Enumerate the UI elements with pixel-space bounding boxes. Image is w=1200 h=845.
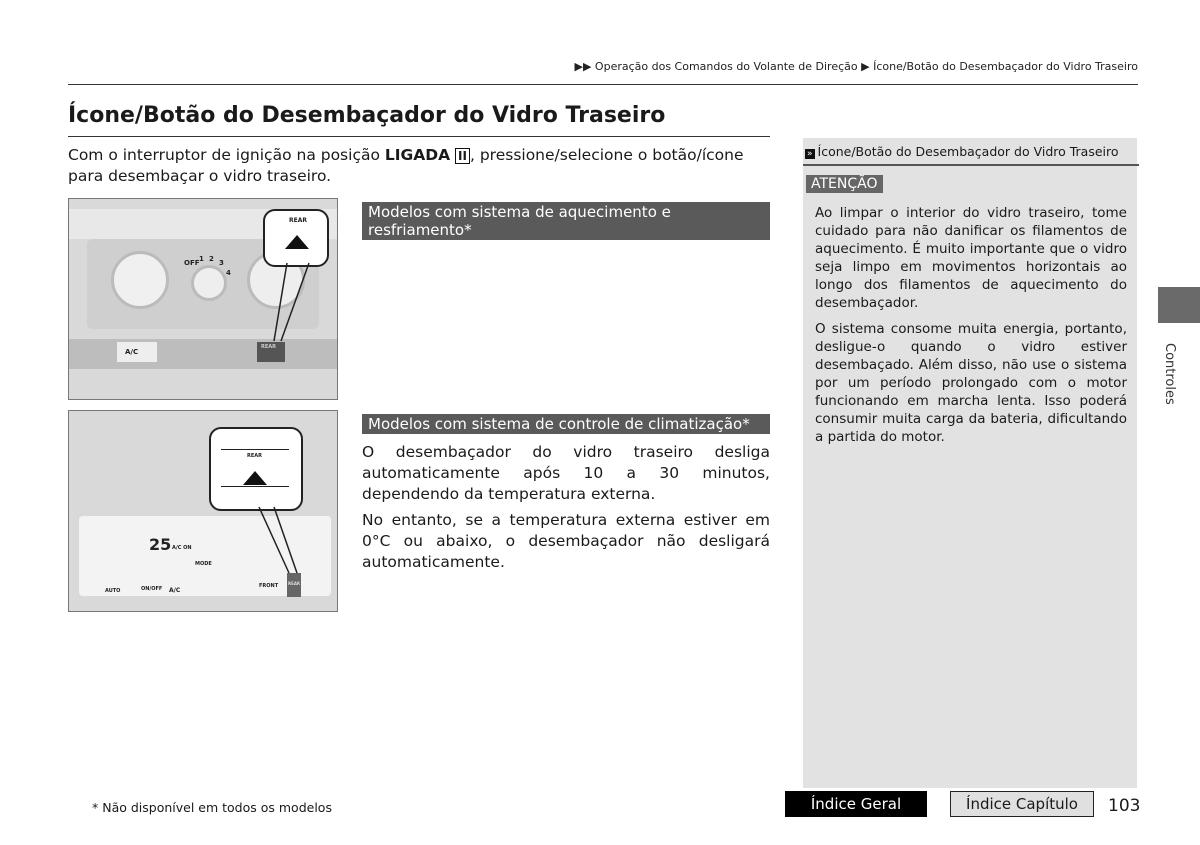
- body-paragraph: No entanto, se a temperatura externa estiver em 0°C ou abaixo, o desembaçador não desligará automaticamente.: [362, 511, 770, 571]
- intro-after: , pressione/selecione o botão/ícone para desembaçar o vidro traseiro.: [68, 146, 744, 185]
- label-rear-button: REAR: [288, 581, 300, 586]
- climate-body-text: [362, 442, 770, 578]
- label-auto: AUTO: [105, 588, 121, 594]
- label-rear-button: REAR: [261, 344, 276, 350]
- label-fan-2: 2: [209, 255, 214, 263]
- body-paragraph: O desembaçador do vidro traseiro desliga automaticamente após 10 a 30 minutos, dependendo da temperatura externa.: [362, 443, 770, 503]
- breadcrumb-marker: ▶▶: [574, 60, 592, 73]
- temperature-display: 25: [149, 535, 172, 554]
- label-on-off: ON/OFF: [141, 586, 163, 592]
- heating-panel-illustration: [68, 198, 338, 400]
- header-divider: [68, 84, 1138, 85]
- label-rear-callout: REAR: [289, 217, 307, 224]
- climate-panel-illustration: [68, 410, 338, 612]
- intro-bold: LIGADA: [384, 146, 451, 164]
- intro-text: [68, 145, 773, 187]
- label-front: FRONT: [259, 583, 279, 589]
- label-ac-on: A/C ON: [172, 545, 192, 551]
- footnote: * Não disponível em todos os modelos: [92, 800, 332, 815]
- sidebar-heading-text: Ícone/Botão do Desembaçador do Vidro Traseiro: [817, 144, 1119, 159]
- page-number: 103: [1108, 796, 1141, 816]
- label-ac: A/C: [125, 348, 139, 356]
- label-mode: MODE: [195, 561, 212, 567]
- section-header-climate: Modelos com sistema de controle de climatização*: [362, 414, 770, 434]
- label-off: OFF: [184, 259, 200, 267]
- label-rear-callout: REAR: [247, 453, 262, 459]
- chapter-tab-marker: [1158, 287, 1200, 323]
- reference-icon: »: [807, 149, 813, 159]
- label-fan-1: 1: [199, 255, 204, 263]
- chapter-tab-label[interactable]: Controles: [1162, 343, 1177, 405]
- breadcrumb: [575, 60, 1139, 73]
- title-divider: [68, 136, 770, 137]
- section-header-heating: Modelos com sistema de aquecimento e resfriamento*: [362, 202, 770, 240]
- intro-before: Com o interruptor de ignição na posição: [68, 146, 385, 164]
- warning-label: ATENÇÃO: [806, 175, 883, 193]
- sidebar-heading: [803, 144, 1139, 166]
- sidebar-paragraph: Ao limpar o interior do vidro traseiro, tome cuidado para não danificar os filamentos de aquecimento. É muito importante que o vidro seja limpo em movimentos horizontais ao longo dos filamentos de aquecimento do desembaçador.: [815, 205, 1127, 311]
- breadcrumb-page[interactable]: Ícone/Botão do Desembaçador do Vidro Traseiro: [873, 60, 1138, 73]
- ignition-position-badge: II: [455, 148, 470, 164]
- label-ac: A/C: [169, 587, 181, 594]
- chapter-index-button[interactable]: Índice Capítulo: [950, 791, 1094, 817]
- breadcrumb-separator: ▶: [861, 60, 870, 73]
- page-title: Ícone/Botão do Desembaçador do Vidro Traseiro: [68, 103, 666, 128]
- sidebar-paragraph: O sistema consome muita energia, portanto, desligue-o quando o vidro estiver desembaçado. Além disso, não use o sistema por um período prolongado com o motor funcionando em marcha lenta. Isso poderá consumir muita carga da bateria, dificultando a partida do motor.: [815, 321, 1127, 445]
- label-fan-4: 4: [226, 269, 231, 277]
- sidebar-text: [815, 204, 1127, 454]
- general-index-button[interactable]: Índice Geral: [785, 791, 927, 817]
- label-fan-3: 3: [219, 259, 224, 267]
- breadcrumb-section[interactable]: Operação dos Comandos do Volante de Direção: [594, 60, 858, 73]
